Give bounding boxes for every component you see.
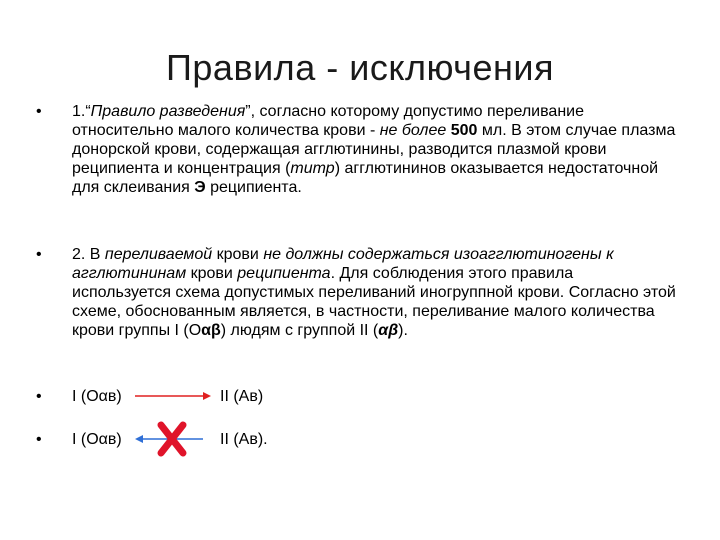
text-run-italic: реципиента: [237, 265, 331, 282]
text-run: ) агглютининов оказывается недостаточной для склеивания: [72, 160, 659, 196]
text-run-italic: не более: [379, 122, 447, 139]
bullet-text: [72, 245, 676, 340]
text-run-italic: титр: [290, 160, 335, 177]
text-run: крови: [212, 246, 264, 263]
text-run: ) людям с группой II (: [220, 322, 379, 339]
bullet-rule-transfusion: [36, 245, 676, 365]
text-run: 2. В: [72, 246, 105, 263]
red-arrow-icon: [133, 381, 213, 411]
bullet-text: [72, 102, 676, 197]
text-run-bold: 500: [450, 122, 478, 139]
text-run-bold: αβ: [201, 322, 221, 339]
text-run-italic: не должны содержаться изоагглютиногены к агглютининам: [72, 246, 614, 282]
text-run-italic: Правило разведения: [90, 103, 246, 120]
text-run: . Для соблюдения этого правила используется схема допустимых переливаний иногруппной крови. Согласно этой схеме, обоснованным является, в частности, переливание малого количества крови группы I (О: [72, 265, 676, 339]
text-run: крови: [186, 265, 238, 282]
text-run: ”, согласно которому допустимо переливание относительно малого количества крови -: [72, 103, 584, 139]
recipient-group-label: II (Ав): [220, 388, 264, 405]
text-run-bold-italic: αβ: [378, 322, 399, 339]
donor-group-label: I (Оαв): [72, 388, 122, 405]
bullet-allowed-transfusion: [36, 387, 676, 411]
bullet-forbidden-transfusion: [36, 430, 676, 454]
bullet-dot: •: [36, 388, 42, 405]
bullet-rule-dilution: [36, 102, 676, 222]
bullet-dot: •: [36, 246, 42, 263]
bullet-dot: •: [36, 431, 42, 448]
recipient-group-label: II (Ав).: [220, 431, 268, 448]
slide-title: Правила - исключения: [166, 47, 554, 88]
text-run: мл. В этом случае плазма донорской крови, содержащая агглютинины, разводится плазмой крови реципиента и концентрация (: [72, 122, 676, 177]
text-run: 1.“: [72, 103, 91, 120]
text-run: реципиента.: [205, 179, 302, 196]
donor-group-label: I (Оαв): [72, 431, 122, 448]
text-run-italic: переливаемой: [104, 246, 213, 263]
text-run: ).: [398, 322, 408, 339]
blocked-arrow-icon: [133, 419, 213, 459]
bullet-dot: •: [36, 103, 42, 120]
text-run-bold: Э: [194, 179, 206, 196]
